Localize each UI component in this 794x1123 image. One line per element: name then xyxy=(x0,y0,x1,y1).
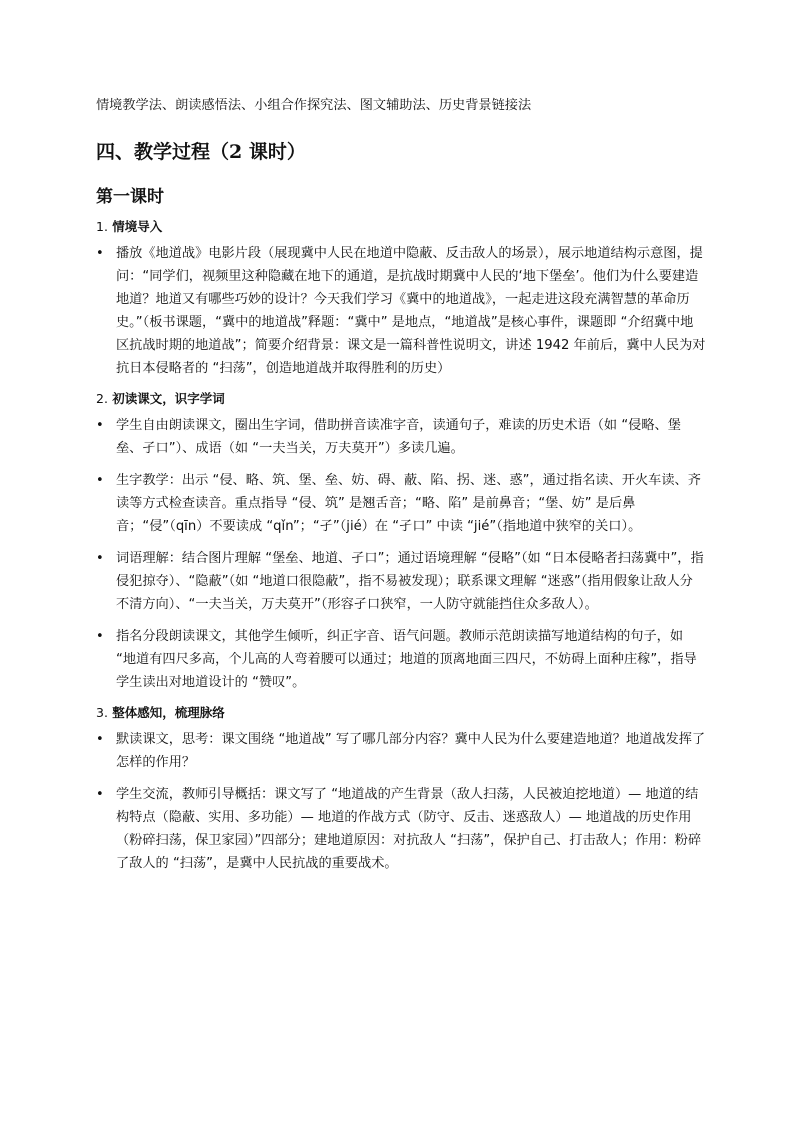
step-number: 3. xyxy=(96,705,108,720)
bullet-list xyxy=(96,242,706,380)
list-item: • 学生交流，教师引导概括：课文写了 “地道战的产生背景（敌人扫荡，人民被迫挖地道）— 地道的结构特点（隐蔽、实用、多功能）— 地道的作战方式（防守、反击、迷惑敌人）— 地道战的历史作用（粉碎扫荡，保卫家园）”四部分；建地道原因：对抗敌人 “扫荡”，保护自己、打击敌人；作用：粉碎了敌人的 “扫荡”，是冀中人民抗战的重要战术。 xyxy=(96,783,706,875)
lesson-heading: 第一课时 xyxy=(96,187,164,207)
list-item: • 默读课文，思考：课文围绕 “地道战” 写了哪几部分内容？冀中人民为什么要建造地道？地道战发挥了怎样的作用？ xyxy=(96,728,706,774)
steps-container xyxy=(96,218,706,875)
step-heading xyxy=(96,704,706,722)
bullet-list xyxy=(96,414,706,694)
step-title: 整体感知，梳理脉络 xyxy=(112,705,225,720)
section-heading: 四、教学过程（2 课时） xyxy=(96,141,306,163)
step-heading xyxy=(96,218,706,236)
step-heading xyxy=(96,390,706,408)
list-item: • 生字教学：出示 “侵、略、筑、堡、垒、妨、碍、蔽、陷、拐、迷、惑”，通过指名读、开火车读、齐读等方式检查读音。重点指导 “侵、筑” 是翘舌音；“略、陷” 是前鼻音；“堡、妨” 是后鼻音；“侵”（qīn）不要读成 “qǐn”；“孑”（jié）在 “孑口” 中读 “jié”（指地道中狭窄的关口）。 xyxy=(96,469,706,538)
list-item: • 指名分段朗读课文，其他学生倾听，纠正字音、语气问题。教师示范朗读描写地道结构的句子，如 “地道有四尺多高，个儿高的人弯着腰可以通过；地道的顶离地面三四尺，不妨碍上面种庄稼”，指导学生读出对地道设计的 “赞叹”。 xyxy=(96,625,706,694)
document-page xyxy=(96,96,706,884)
list-item: • 词语理解：结合图片理解 “堡垒、地道、孑口”；通过语境理解 “侵略”（如 “日本侵略者扫荡冀中”，指侵犯掠夺）、“隐蔽”（如 “地道口很隐蔽”，指不易被发现）；联系课文理解 “迷惑”（指用假象让敌人分不清方向）、“一夫当关，万夫莫开”（形容孑口狭窄，一人防守就能挡住众多敌人）。 xyxy=(96,547,706,616)
bullet-list xyxy=(96,728,706,875)
step-title: 初读课文，识字学词 xyxy=(112,391,225,406)
step-number: 1. xyxy=(96,219,108,234)
list-item: • 播放《地道战》电影片段（展现冀中人民在地道中隐蔽、反击敌人的场景），展示地道结构示意图，提问：“同学们，视频里这种隐藏在地下的通道，是抗战时期冀中人民的‘地下堡垒’。他们为什么要建造地道？地道又有哪些巧妙的设计？今天我们学习《冀中的地道战》，一起走进这段充满智慧的革命历史。”（板书课题，“冀中的地道战”释题：“冀中” 是地点，“地道战”是核心事件，课题即 “介绍冀中地区抗战时期的地道战”；简要介绍背景：课文是一篇科普性说明文，讲述 1942 年前后，冀中人民为对抗日本侵略者的 “扫荡”，创造地道战并取得胜利的历史） xyxy=(96,242,706,380)
list-item: • 学生自由朗读课文，圈出生字词，借助拼音读准字音，读通句子，难读的历史术语（如 “侵略、堡垒、孑口”）、成语（如 “一夫当关，万夫莫开”）多读几遍。 xyxy=(96,414,706,460)
step-title: 情境导入 xyxy=(112,219,163,234)
step-number: 2. xyxy=(96,391,108,406)
teaching-methods-line: 情境教学法、朗读感悟法、小组合作探究法、图文辅助法、历史背景链接法 xyxy=(96,98,532,113)
